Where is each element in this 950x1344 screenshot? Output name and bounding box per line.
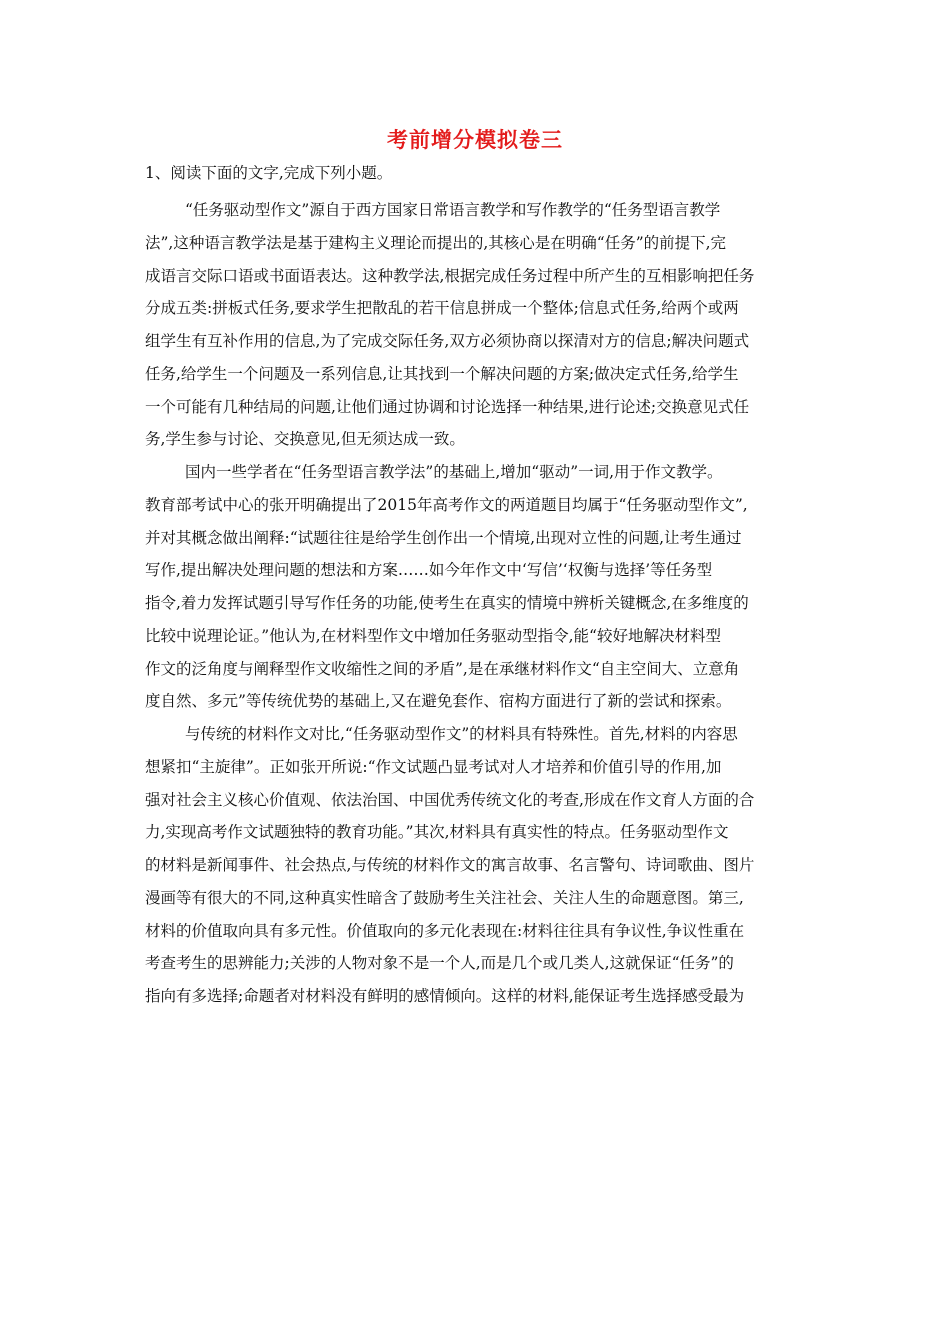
text-line: 比较中说理论证。”他认为,在材料型作文中增加任务驱动型指令,能“较好地解决材料型 bbox=[145, 626, 721, 645]
page-title: 考前增分模拟卷三 bbox=[387, 127, 563, 152]
text-line: 法”,这种语言教学法是基于建构主义理论而提出的,其核心是在明确“任务”的前提下,完 bbox=[145, 233, 727, 252]
text-line: 指向有多选择;命题者对材料没有鲜明的感情倾向。这样的材料,能保证考生选择感受最为 bbox=[145, 987, 745, 1005]
text-line: 任务,给学生一个问题及一系列信息,让其找到一个解决问题的方案;做决定式任务,给学生 bbox=[145, 364, 739, 383]
text-line: 材料的价值取向具有多元性。价值取向的多元化表现在:材料往往具有争议性,争议性重在 bbox=[145, 921, 745, 940]
text-line: 并对其概念做出阐释:“试题往往是给学生创作出一个情境,出现对立性的问题,让考生通过 bbox=[145, 528, 742, 547]
text-line: 写作,提出解决处理问题的想法和方案……如今年作文中‘写信’‘权衡与选择’等任务型 bbox=[145, 561, 713, 580]
paragraph-2 bbox=[145, 456, 815, 718]
question-prompt: 1、阅读下面的文字,完成下列小题。 bbox=[145, 164, 393, 182]
text-line: 强对社会主义核心价值观、依法治国、中国优秀传统文化的考查,形成在作文育人方面的合 bbox=[145, 790, 755, 809]
text-line: 分成五类:拼板式任务,要求学生把散乱的若干信息拼成一个整体;信息式任务,给两个或两 bbox=[145, 299, 739, 318]
text-line: 务,学生参与讨论、交换意见,但无须达成一致。 bbox=[145, 430, 465, 449]
reading-passage bbox=[145, 194, 815, 1013]
text-line: 国内一些学者在“任务型语言教学法”的基础上,增加“驱动”一词,用于作文教学。 bbox=[185, 463, 723, 481]
text-line: “任务驱动型作文”源自于西方国家日常语言教学和写作教学的“任务型语言教学 bbox=[185, 201, 721, 219]
text-line: 的材料是新闻事件、社会热点,与传统的材料作文的寓言故事、名言警句、诗词歌曲、图片 bbox=[145, 856, 755, 874]
text-line: 指令,着力发挥试题引导写作任务的功能,使考生在真实的情境中辨析关键概念,在多维度的 bbox=[145, 594, 749, 612]
text-line: 想紧扣“主旋律”。正如张开所说:“作文试题凸显考试对人才培养和价值引导的作用,加 bbox=[145, 757, 722, 776]
text-line: 一个可能有几种结局的问题,让他们通过协调和讨论选择一种结果,进行论述;交换意见式任 bbox=[145, 397, 750, 416]
paragraph-1 bbox=[145, 194, 815, 456]
text-line: 与传统的材料作文对比,“任务驱动型作文”的材料具有特殊性。首先,材料的内容思 bbox=[185, 725, 738, 743]
text-line: 成语言交际口语或书面语表达。这种教学法,根据完成任务过程中所产生的互相影响把任务 bbox=[145, 266, 755, 285]
text-line: 作文的泛角度与阐释型作文收缩性之间的矛盾”,是在承继材料作文“自主空间大、立意角 bbox=[145, 659, 740, 678]
text-line: 度自然、多元”等传统优势的基础上,又在避免套作、宿构方面进行了新的尝试和探索。 bbox=[145, 692, 732, 711]
text-line: 教育部考试中心的张开明确提出了2015年高考作文的两道题目均属于“任务驱动型作文”, bbox=[145, 495, 748, 514]
text-line: 力,实现高考作文试题独特的教育功能。”其次,材料具有真实性的特点。任务驱动型作文 bbox=[145, 823, 729, 842]
text-line: 漫画等有很大的不同,这种真实性暗含了鼓励考生关注社会、关注人生的命题意图。第三, bbox=[145, 888, 744, 907]
text-line: 考查考生的思辨能力;关涉的人物对象不是一个人,而是几个或几类人,这就保证“任务”的 bbox=[145, 954, 734, 973]
text-line: 组学生有互补作用的信息,为了完成交际任务,双方必须协商以探清对方的信息;解决问题式 bbox=[145, 332, 750, 350]
paragraph-3 bbox=[145, 718, 815, 1013]
